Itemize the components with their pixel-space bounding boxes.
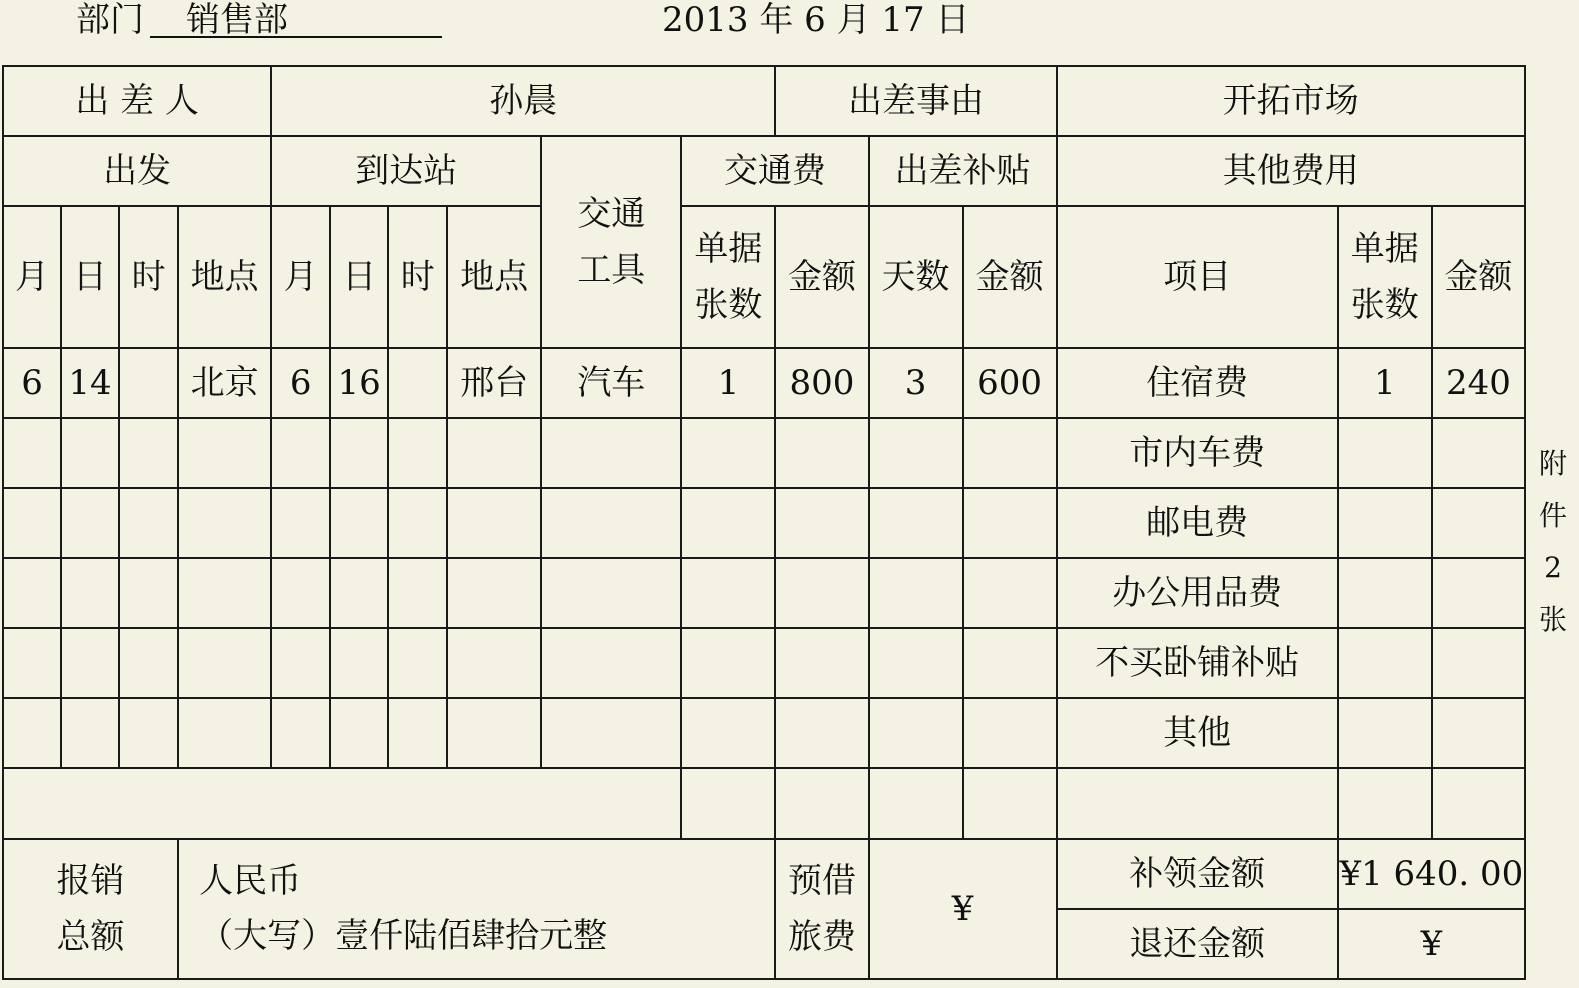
traveler-label: 出 差 人 — [3, 66, 271, 136]
other-item-vouchers — [1338, 488, 1432, 558]
other-item-vouchers — [1338, 558, 1432, 628]
other-item-amount — [1432, 418, 1525, 488]
depart-header: 出发 — [3, 136, 271, 206]
allowance-header: 出差补贴 — [869, 136, 1057, 206]
transport-amount: 800 — [775, 348, 868, 418]
other-item-amount — [1432, 698, 1525, 768]
supplement-label: 补领金额 — [1057, 839, 1338, 909]
refund-value: ¥ — [1338, 909, 1525, 979]
other-fees-header: 其他费用 — [1057, 136, 1525, 206]
attachment-count-note: 附 件 2 张 — [1536, 438, 1570, 646]
dep-hour-header: 时 — [119, 206, 178, 347]
dep-hour — [119, 348, 178, 418]
vehicle: 汽车 — [541, 348, 681, 418]
arr-hour-header: 时 — [388, 206, 447, 347]
supplement-value: ¥1 640. 00 — [1338, 839, 1525, 909]
other-item-vouchers: 1 — [1338, 348, 1432, 418]
department-value: 销售部 — [150, 0, 442, 38]
table-row — [3, 698, 1525, 768]
arr-day-header: 日 — [330, 206, 388, 347]
total-label: 报销 总额 — [3, 839, 178, 979]
other-item-amount — [1432, 558, 1525, 628]
total-amount-in-words: 人民币 （大写）壹仟陆佰肆拾元整 — [178, 839, 775, 979]
refund-label: 退还金额 — [1057, 909, 1338, 979]
transport-fee-header: 交通费 — [681, 136, 868, 206]
subtotal-row — [3, 768, 1525, 838]
sub-header-row — [3, 206, 1525, 347]
other-item-name: 办公用品费 — [1057, 558, 1338, 628]
other-item-amount — [1432, 628, 1525, 698]
other-item-name: 不买卧铺补贴 — [1057, 628, 1338, 698]
dep-month: 6 — [3, 348, 61, 418]
table-row — [3, 348, 1525, 418]
transport-amount-header: 金额 — [775, 206, 868, 347]
other-item-vouchers — [1338, 628, 1432, 698]
arr-place-header: 地点 — [447, 206, 541, 347]
dep-month-header: 月 — [3, 206, 61, 347]
allowance-days-header: 天数 — [869, 206, 963, 347]
other-vouchers-header: 单据 张数 — [1338, 206, 1432, 347]
table-row — [3, 628, 1525, 698]
other-item-header: 项目 — [1057, 206, 1338, 347]
allowance-days: 3 — [869, 348, 963, 418]
table-row — [3, 418, 1525, 488]
travel-expense-table — [2, 65, 1526, 980]
vehicle-header: 交通 工具 — [541, 136, 681, 347]
trip-reason-label: 出差事由 — [775, 66, 1056, 136]
summary-row-1 — [3, 839, 1525, 909]
other-item-vouchers — [1338, 418, 1432, 488]
form-date: 2013 年 6 月 17 日 — [662, 0, 970, 40]
attachment-count: 2 — [1544, 551, 1562, 584]
dep-day-header: 日 — [61, 206, 119, 347]
other-item-name: 邮电费 — [1057, 488, 1338, 558]
trip-reason-value: 开拓市场 — [1057, 66, 1525, 136]
form-header — [0, 0, 1579, 60]
arr-month-header: 月 — [271, 206, 330, 347]
arr-month: 6 — [271, 348, 330, 418]
transport-vouchers-header: 单据 张数 — [681, 206, 775, 347]
table-row — [3, 488, 1525, 558]
allowance-amount: 600 — [963, 348, 1057, 418]
allowance-amount-header: 金额 — [963, 206, 1057, 347]
arr-place: 邢台 — [447, 348, 541, 418]
table-row — [3, 558, 1525, 628]
dep-day: 14 — [61, 348, 119, 418]
transport-vouchers: 1 — [681, 348, 775, 418]
traveler-name: 孙晨 — [271, 66, 775, 136]
other-item-vouchers — [1338, 698, 1432, 768]
arr-hour — [388, 348, 447, 418]
other-item-name: 其他 — [1057, 698, 1338, 768]
arrive-header: 到达站 — [271, 136, 541, 206]
dep-place-header: 地点 — [178, 206, 271, 347]
dep-place: 北京 — [178, 348, 271, 418]
other-item-name: 市内车费 — [1057, 418, 1338, 488]
group-header-row — [3, 136, 1525, 206]
arr-day: 16 — [330, 348, 388, 418]
other-item-amount — [1432, 488, 1525, 558]
other-item-amount: 240 — [1432, 348, 1525, 418]
traveler-row — [3, 66, 1525, 136]
other-amount-header: 金额 — [1432, 206, 1525, 347]
other-item-name: 住宿费 — [1057, 348, 1338, 418]
advance-value: ¥ — [869, 839, 1057, 979]
advance-label: 预借 旅费 — [775, 839, 868, 979]
department-label: 部门 — [76, 0, 144, 40]
